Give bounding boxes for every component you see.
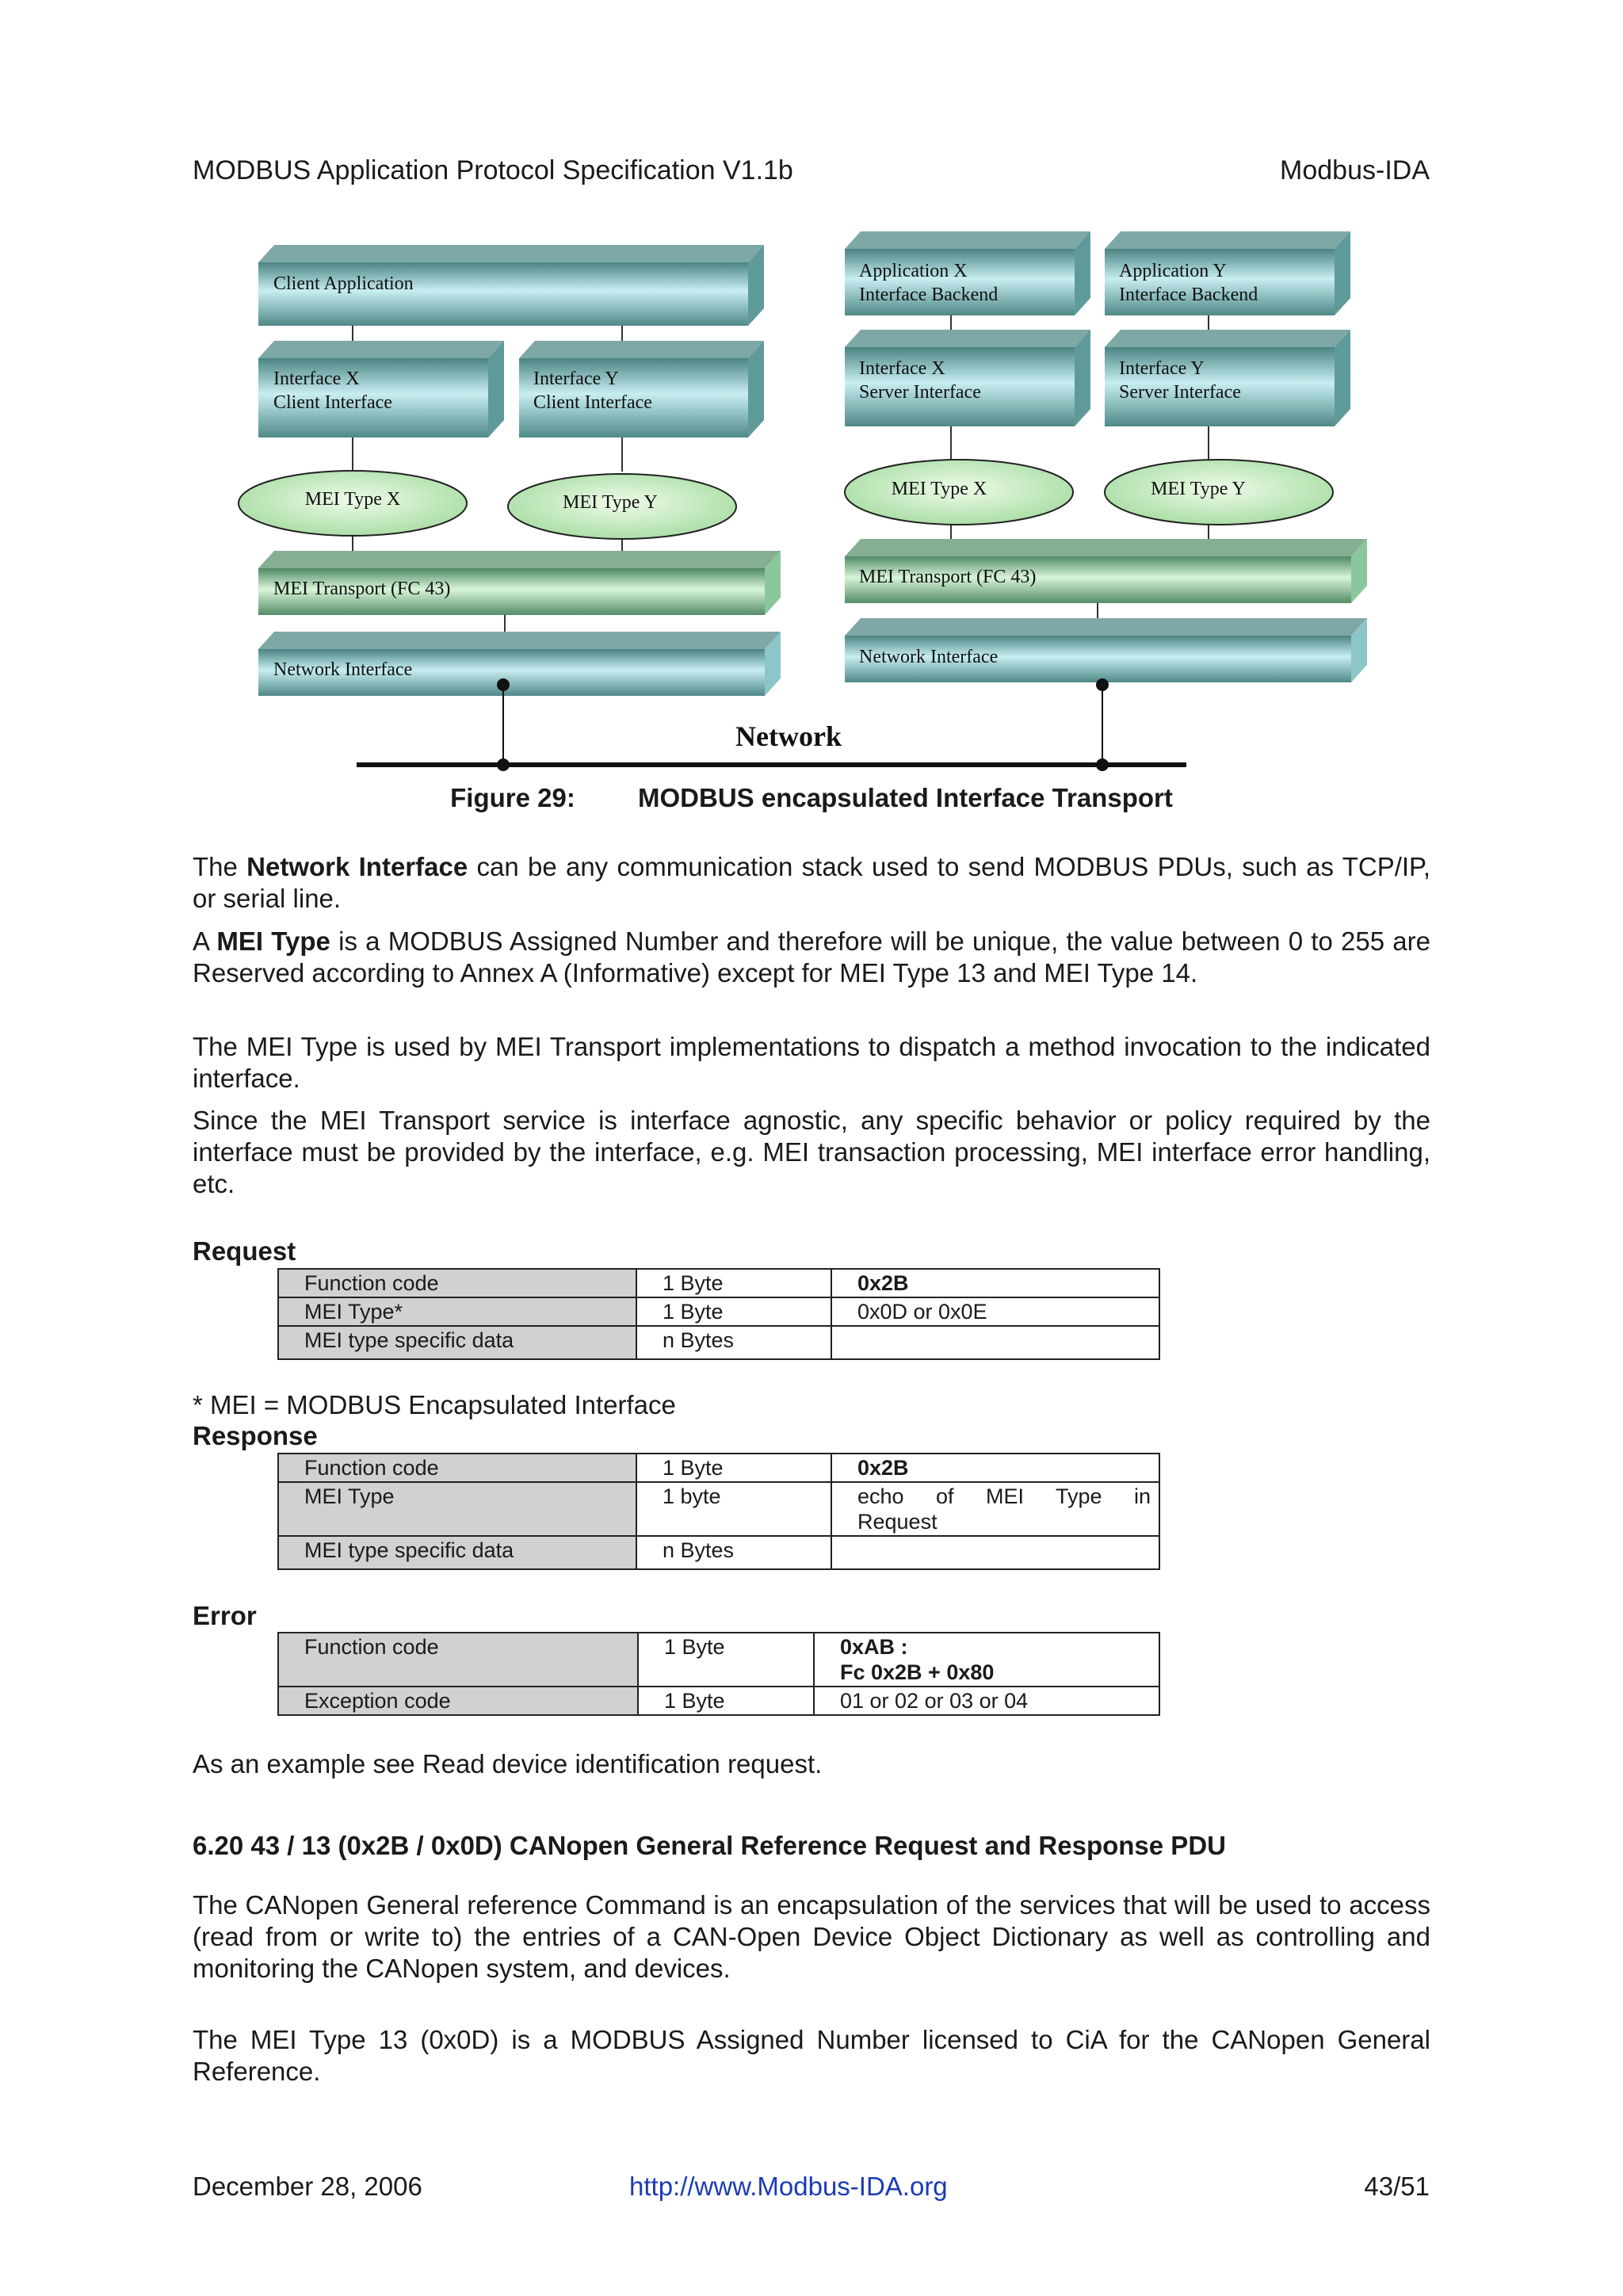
svg-text:Interface Y: Interface Y: [533, 369, 619, 389]
svg-text:Interface X: Interface X: [859, 358, 945, 379]
svg-text:Interface Backend: Interface Backend: [1119, 285, 1258, 305]
table-row: MEI type specific data n Bytes: [278, 1536, 1159, 1569]
example-note: As an example see Read device identification request.: [193, 1749, 823, 1778]
client-mei-type-y-ellipse: [508, 474, 736, 539]
svg-text:MEI Type Y: MEI Type Y: [563, 492, 658, 513]
server-application-y-box: [1105, 231, 1350, 315]
svg-text:Network Interface: Network Interface: [859, 647, 999, 667]
svg-text:MEI Type X: MEI Type X: [891, 479, 987, 499]
svg-text:Client Application: Client Application: [273, 273, 414, 294]
svg-text:Application X: Application X: [859, 261, 968, 281]
table-row: MEI Type* 1 Byte 0x0D or 0x0E: [278, 1297, 1159, 1326]
table-row: MEI type specific data n Bytes: [278, 1326, 1159, 1359]
response-heading: Response: [193, 1421, 318, 1450]
figure-title: MODBUS encapsulated Interface Transport: [638, 783, 1173, 812]
svg-text:MEI Transport (FC 43): MEI Transport (FC 43): [273, 579, 451, 599]
client-interface-y-box: [519, 341, 764, 437]
error-heading: Error: [193, 1601, 257, 1630]
paragraph-mei-type-13: The MEI Type 13 (0x0D) is a MODBUS Assigned Number licensed to CiA for the CANopen General Reference.: [193, 2025, 1430, 2086]
server-application-x-box: [845, 231, 1090, 315]
svg-text:Server Interface: Server Interface: [859, 382, 981, 403]
response-table: [277, 1453, 1160, 1570]
svg-text:Client Interface: Client Interface: [273, 392, 392, 413]
server-network-interface-box: [845, 618, 1367, 682]
table-row: Function code 1 Byte 0x2B: [278, 1269, 1159, 1297]
section-heading-6-20: 6.20 43 / 13 (0x2B / 0x0D) CANopen General Reference Request and Response PDU: [193, 1831, 1226, 1860]
svg-text:Interface Backend: Interface Backend: [859, 285, 999, 305]
svg-text:Network Interface: Network Interface: [273, 659, 413, 680]
client-network-interface-box: [258, 632, 781, 696]
table-row: Function code 1 Byte 0xAB : Fc 0x2B + 0x80: [278, 1633, 1159, 1687]
server-mei-type-y-ellipse: [1105, 460, 1333, 525]
svg-text:Interface Y: Interface Y: [1119, 358, 1205, 379]
mei-footnote: * MEI = MODBUS Encapsulated Interface: [193, 1390, 676, 1419]
server-mei-type-x-ellipse: [845, 460, 1073, 525]
paragraph-network-interface: The Network Interface can be any communication stack used to send MODBUS PDUs, such as TCP/IP, or serial line.: [193, 852, 1430, 913]
footer-date: December 28, 2006: [193, 2172, 422, 2201]
client-mei-type-x-ellipse: [239, 471, 467, 536]
svg-text:Server Interface: Server Interface: [1119, 382, 1241, 403]
table-row: Exception code 1 Byte 01 or 02 or 03 or 04: [278, 1687, 1159, 1715]
svg-text:MEI Type Y: MEI Type Y: [1151, 479, 1246, 499]
svg-text:Interface X: Interface X: [273, 369, 360, 389]
figure-caption: [0, 783, 1623, 813]
server-interface-y-box: [1105, 330, 1350, 426]
footer-website-link[interactable]: http://www.Modbus-IDA.org: [629, 2172, 948, 2201]
running-header-org: Modbus-IDA: [1280, 155, 1430, 185]
network-label: Network: [735, 720, 842, 752]
client-mei-transport-box: [258, 551, 781, 615]
table-row: MEI Type 1 byte echo of MEI Type in Request: [278, 1482, 1159, 1536]
request-table: [277, 1268, 1160, 1360]
server-interface-x-box: [845, 330, 1090, 426]
error-table: [277, 1632, 1160, 1716]
svg-text:MEI Type X: MEI Type X: [304, 489, 401, 510]
svg-text:MEI Transport (FC 43): MEI Transport (FC 43): [859, 567, 1037, 587]
client-interface-x-box: [258, 341, 504, 437]
server-mei-transport-box: [845, 539, 1367, 603]
footer-page-number: 43/51: [1364, 2172, 1430, 2201]
paragraph-dispatch: The MEI Type is used by MEI Transport implementations to dispatch a method invocation to the indicated interface.: [193, 1032, 1430, 1093]
svg-text:Application Y: Application Y: [1119, 261, 1227, 281]
paragraph-canopen-command: The CANopen General reference Command is an encapsulation of the services that will be used to access (read from or write to) the entries of a CAN-Open Device Object Dictionary as well as controlling and monitoring the CANopen system, and devices.: [193, 1890, 1430, 1983]
running-header-title: MODBUS Application Protocol Specification V1.1b: [193, 155, 793, 185]
mei-transport-diagram: [0, 0, 1623, 793]
table-row: Function code 1 Byte 0x2B: [278, 1454, 1159, 1482]
figure-number: Figure 29:: [450, 783, 575, 812]
svg-text:Client Interface: Client Interface: [533, 392, 652, 413]
paragraph-mei-type: A MEI Type is a MODBUS Assigned Number and therefore will be unique, the value between 0 to 255 are Reserved according to Annex A (Informative) except for MEI Type 13 and MEI Type 14.: [193, 926, 1431, 988]
request-heading: Request: [193, 1236, 296, 1266]
client-application-box: [258, 245, 764, 326]
paragraph-agnostic: Since the MEI Transport service is interface agnostic, any specific behavior or policy required by the interface must be provided by the interface, e.g. MEI transaction processing, MEI interface error handling, etc.: [193, 1106, 1430, 1198]
